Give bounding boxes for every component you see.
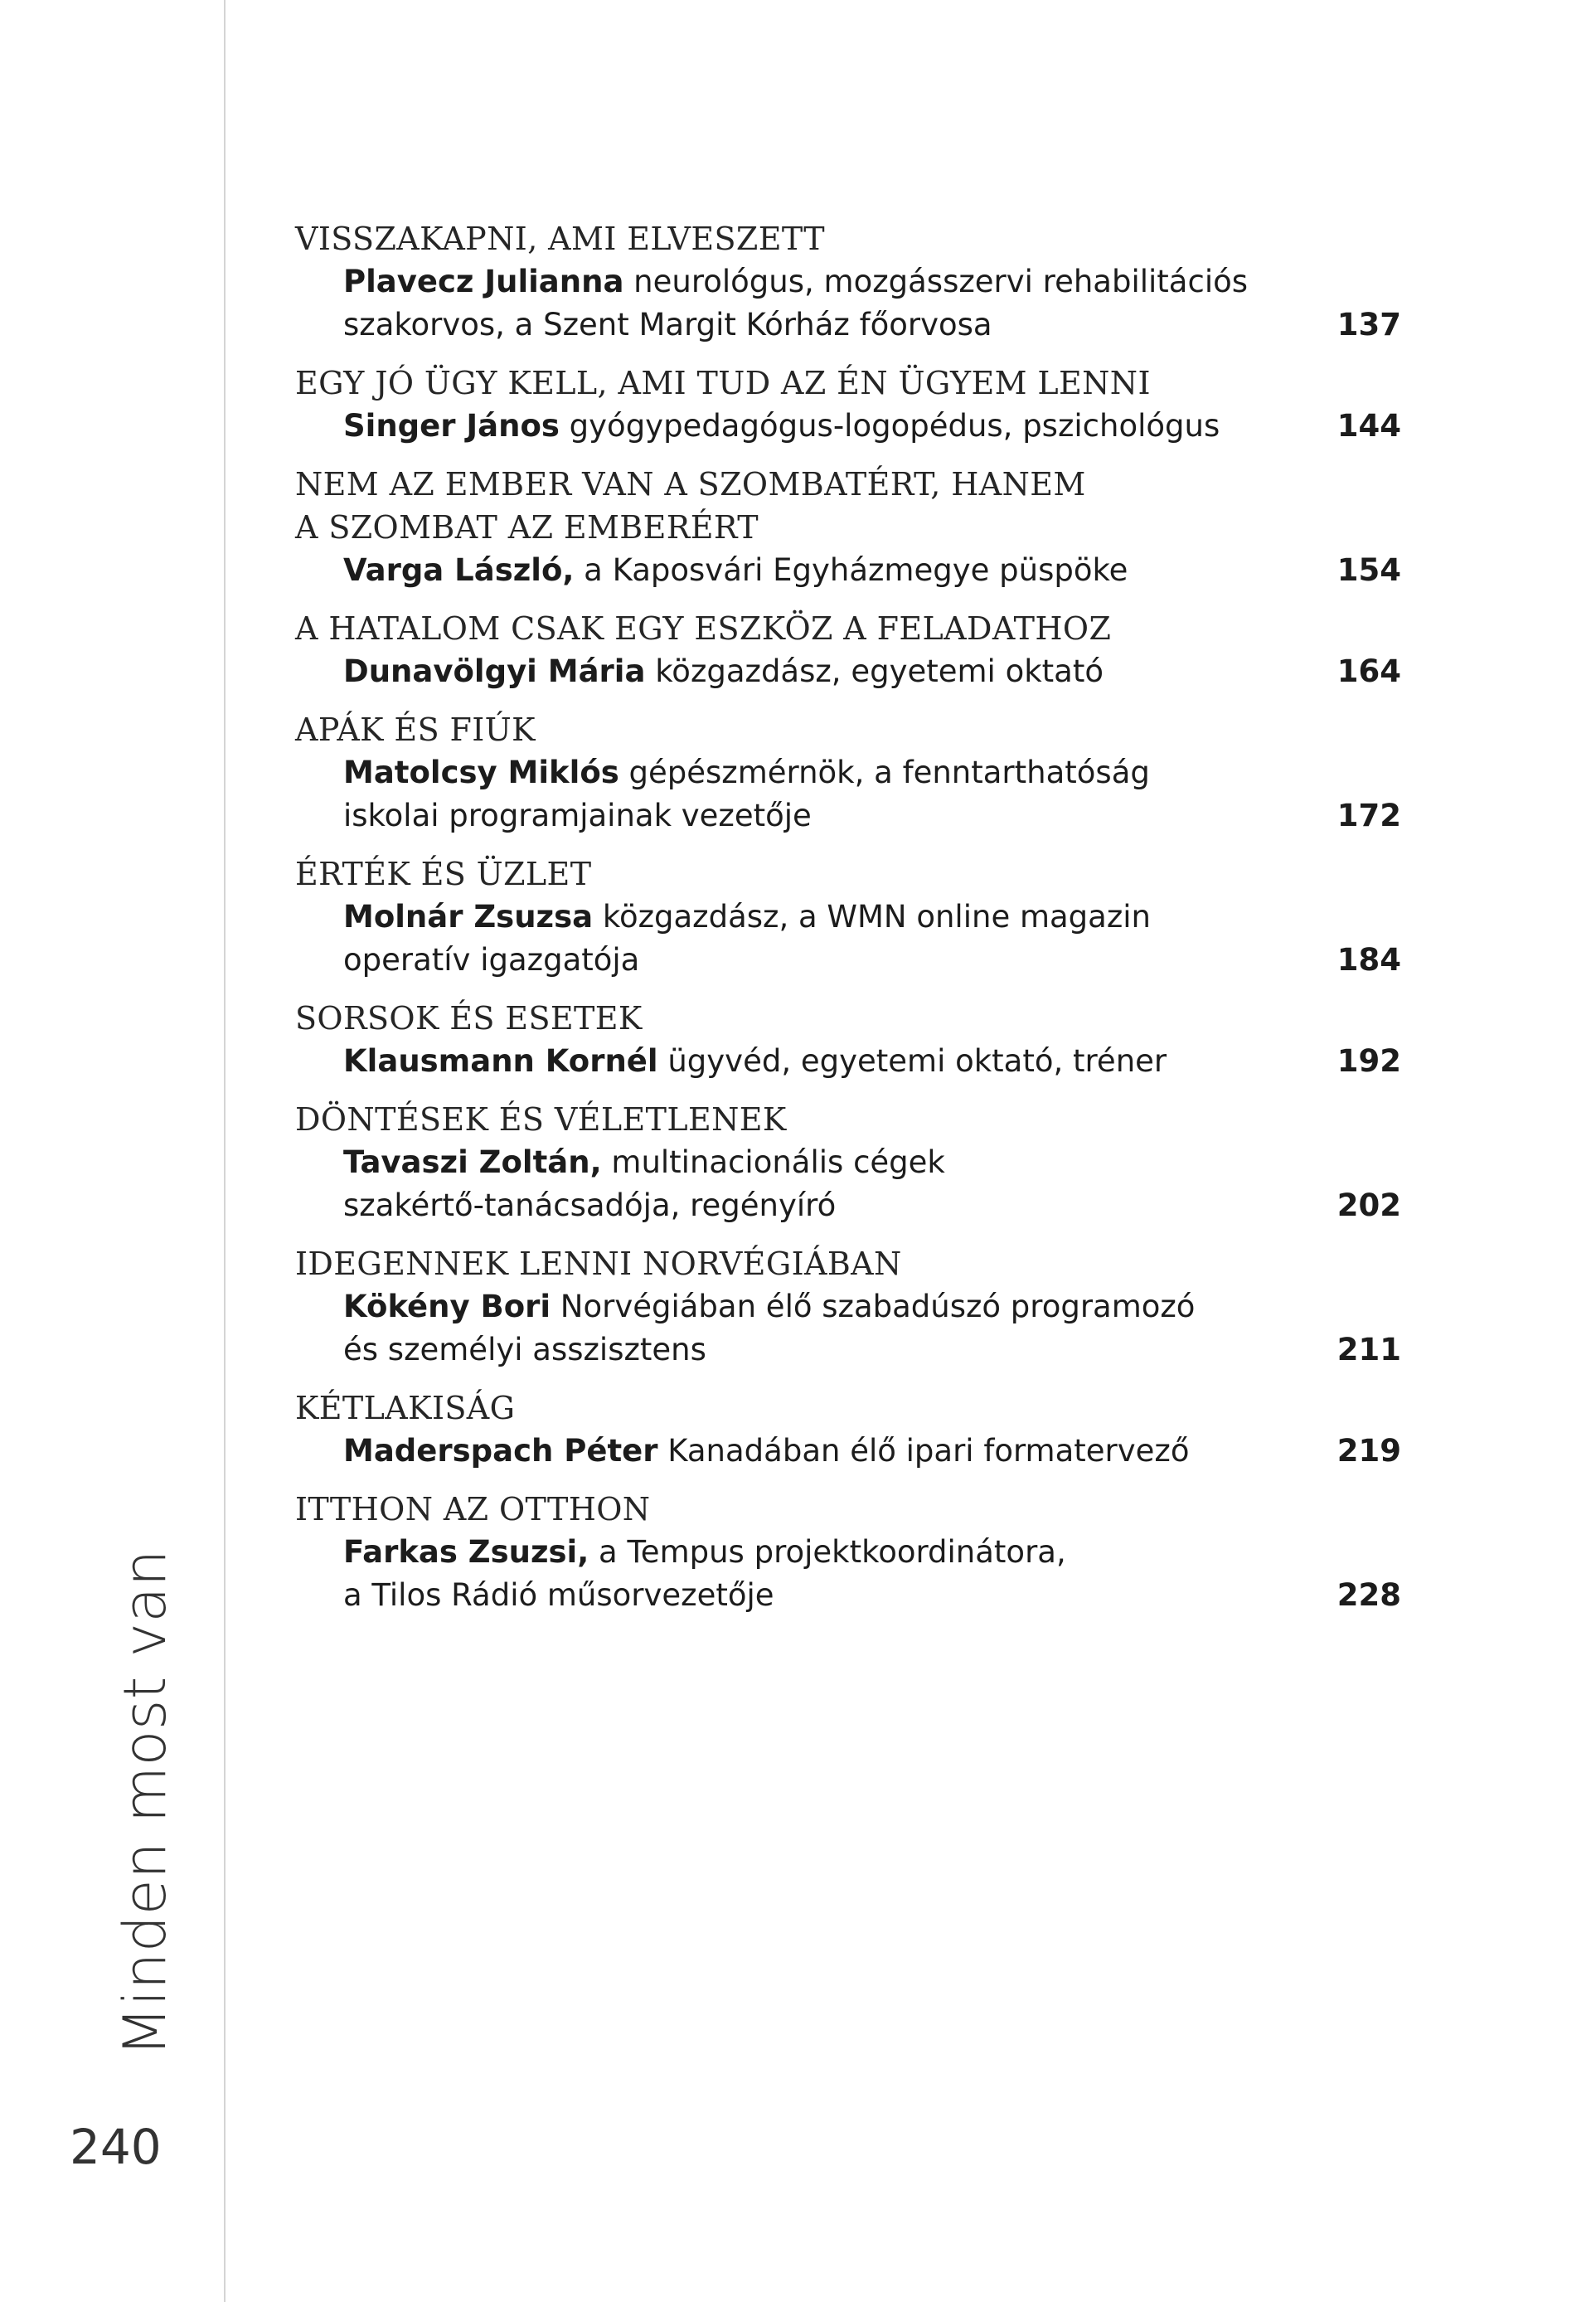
toc-entry — [295, 463, 1401, 592]
toc-entry-author-name: Molnár Zsuzsa — [343, 899, 594, 935]
toc-entry-author-block — [295, 751, 1401, 838]
toc-entry-description: gépészmérnök, a fenntarthatóság — [619, 755, 1150, 790]
toc-entry-author-name: Plavecz Julianna — [343, 264, 624, 299]
toc-entry-description: és személyi asszisztens — [343, 1332, 706, 1367]
toc-entry-page-number: 154 — [1336, 552, 1401, 588]
toc-entry-author-name: Farkas Zsuzsi, — [343, 1534, 589, 1570]
toc-entry-author-name: Singer János — [343, 408, 560, 444]
toc-entry-author-name: Varga László, — [343, 552, 575, 588]
toc-entry-author-line — [343, 1141, 1277, 1184]
toc-entry-page-number: 172 — [1336, 798, 1401, 833]
toc-entry-title: DÖNTÉSEK ÉS VÉLETLENEK — [295, 1101, 787, 1138]
toc-entry-title: ÉRTÉK ÉS ÜZLET — [295, 856, 592, 892]
toc-entry-page-number: 219 — [1336, 1433, 1401, 1469]
toc-entry-author-line — [343, 1574, 1277, 1617]
toc-entry-title: A HATALOM CSAK EGY ESZKÖZ A FELADATHOZ — [295, 610, 1112, 647]
toc-entry-title: EGY JÓ ÜGY KELL, AMI TUD AZ ÉN ÜGYEM LENNI — [295, 365, 1151, 401]
toc-entry-author-line — [343, 405, 1277, 448]
toc-entry-description: Norvégiában élő szabadúszó programozó — [551, 1289, 1196, 1324]
table-of-contents — [295, 217, 1401, 1632]
toc-entry-author-block — [295, 549, 1401, 592]
toc-entry — [295, 1098, 1401, 1227]
toc-entry-page-number: 137 — [1336, 307, 1401, 342]
toc-entry-description: a Tempus projektkoordinátora, — [589, 1534, 1066, 1570]
toc-entry — [295, 362, 1401, 448]
toc-entry-description: szakorvos, a Szent Margit Kórház főorvosa — [343, 307, 992, 342]
toc-entry — [295, 1387, 1401, 1473]
toc-entry-author-line — [343, 1285, 1277, 1328]
toc-entry-author-line — [343, 1430, 1277, 1473]
toc-entry-author-line — [343, 896, 1277, 939]
toc-entry-description: a Tilos Rádió műsorvezetője — [343, 1577, 774, 1613]
toc-entry-title: A SZOMBAT AZ EMBERÉRT — [295, 509, 759, 546]
toc-entry-page-number: 211 — [1336, 1332, 1401, 1367]
toc-entry-author-name: Matolcsy Miklós — [343, 755, 619, 790]
toc-entry-page-number: 192 — [1336, 1043, 1401, 1079]
toc-entry-author-line — [343, 751, 1277, 794]
toc-entry — [295, 708, 1401, 838]
toc-entry-author-block — [295, 1531, 1401, 1617]
toc-entry-description: gyógypedagógus-logopédus, pszichológus — [559, 408, 1220, 444]
toc-entry — [295, 1488, 1401, 1617]
toc-entry-author-line — [343, 304, 1277, 347]
toc-entry-description: neurológus, mozgásszervi rehabilitációs — [623, 264, 1249, 299]
toc-entry-page-number: 228 — [1336, 1577, 1401, 1613]
toc-entry-author-block — [295, 405, 1401, 448]
toc-entry-author-line — [343, 1040, 1277, 1083]
toc-entry-description: Kanadában élő ipari formatervező — [657, 1433, 1190, 1469]
toc-entry-author-line — [343, 549, 1277, 592]
toc-entry-title: NEM AZ EMBER VAN A SZOMBATÉRT, HANEM — [295, 466, 1086, 503]
toc-entry-author-line — [343, 939, 1277, 982]
toc-entry-page-number: 202 — [1336, 1187, 1401, 1223]
margin-rule — [224, 0, 226, 2302]
toc-entry-author-block — [295, 1285, 1401, 1372]
toc-entry — [295, 1242, 1401, 1372]
toc-entry-author-name: Maderspach Péter — [343, 1433, 658, 1469]
toc-entry-description: a Kaposvári Egyházmegye püspöke — [574, 552, 1128, 588]
toc-entry-author-line — [343, 794, 1277, 838]
toc-entry-author-line — [343, 1531, 1277, 1574]
toc-entry — [295, 217, 1401, 347]
toc-entry-author-line — [343, 260, 1277, 304]
toc-entry-author-block — [295, 1040, 1401, 1083]
toc-entry-author-block — [295, 1141, 1401, 1227]
toc-entry-title: APÁK ÉS FIÚK — [295, 711, 536, 748]
toc-entry-title: SORSOK ÉS ESETEK — [295, 1000, 643, 1037]
toc-entry-description: multinacionális cégek — [601, 1144, 945, 1180]
toc-entry-description: operatív igazgatója — [343, 942, 640, 978]
toc-entry-author-line — [343, 650, 1277, 693]
toc-entry-author-name: Dunavölgyi Mária — [343, 653, 646, 689]
toc-entry-author-block — [295, 1430, 1401, 1473]
toc-entry-title: ITTHON AZ OTTHON — [295, 1491, 651, 1527]
page-number: 240 — [70, 2119, 162, 2175]
toc-entry-title: KÉTLAKISÁG — [295, 1390, 516, 1426]
toc-entry-author-block — [295, 260, 1401, 347]
toc-entry-description: ügyvéd, egyetemi oktató, tréner — [657, 1043, 1167, 1079]
toc-entry-title: IDEGENNEK LENNI NORVÉGIÁBAN — [295, 1246, 902, 1282]
toc-entry-title: VISSZAKAPNI, AMI ELVESZETT — [295, 221, 826, 257]
toc-entry-description: közgazdász, egyetemi oktató — [645, 653, 1104, 689]
toc-entry-description: szakértő-tanácsadója, regényíró — [343, 1187, 837, 1223]
toc-entry-author-line — [343, 1328, 1277, 1372]
toc-entry-author-name: Tavaszi Zoltán, — [343, 1144, 602, 1180]
toc-entry — [295, 607, 1401, 693]
toc-entry-page-number: 184 — [1336, 942, 1401, 978]
toc-entry — [295, 997, 1401, 1083]
toc-entry-author-block — [295, 650, 1401, 693]
toc-entry-description: iskolai programjainak vezetője — [343, 798, 812, 833]
toc-entry-author-name: Klausmann Kornél — [343, 1043, 658, 1079]
toc-entry-page-number: 144 — [1336, 408, 1401, 444]
book-title-vertical: Minden most van — [111, 1549, 179, 2057]
toc-entry — [295, 852, 1401, 982]
toc-entry-author-block — [295, 896, 1401, 982]
toc-entry-author-name: Kökény Bori — [343, 1289, 551, 1324]
toc-entry-description: közgazdász, a WMN online magazin — [593, 899, 1151, 935]
toc-entry-page-number: 164 — [1336, 653, 1401, 689]
toc-entry-author-line — [343, 1184, 1277, 1227]
